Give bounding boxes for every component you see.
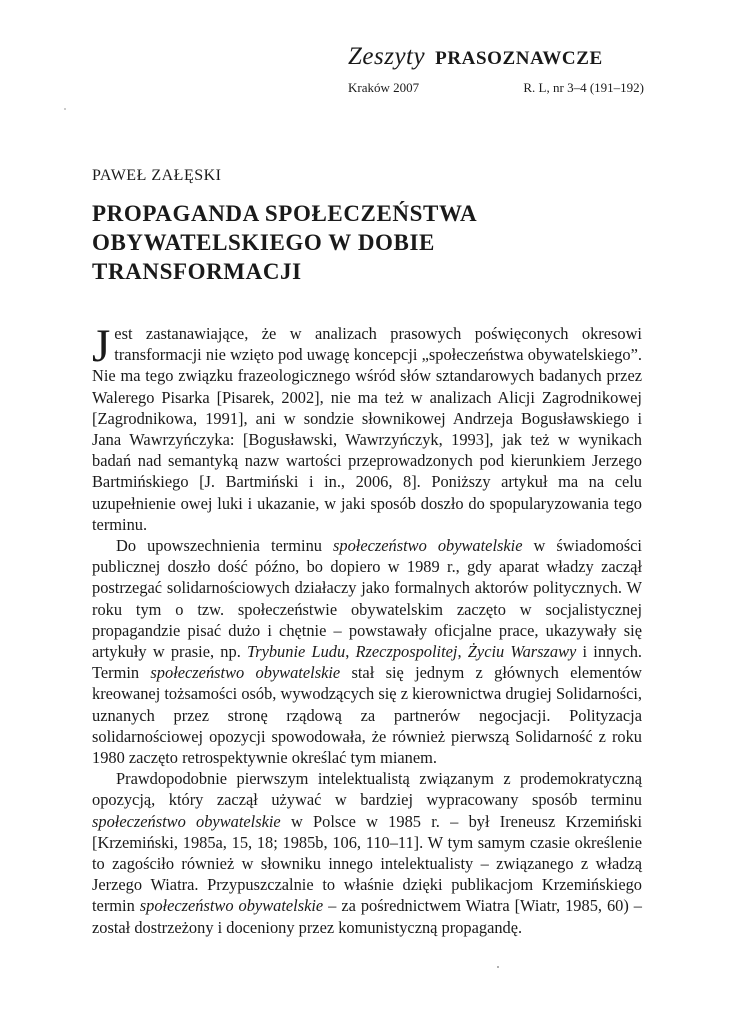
journal-header [348, 42, 644, 96]
paragraph-1-text: est zastanawiające, że w analizach prasowych poświęconych okresowi transformacji nie wzięto pod uwagę koncepcji „społeczeństwa obywatelskiego”. Nie ma tego związku frazeologicznego wśród słów sztandarowych badanych przez Walerego Pisarka [Pisarek, 2002], nie ma też w analizach Alicji Zagrodnikowej [Zagrodnikowa, 1991], ani w sondzie słownikowej Andrzeja Bogusławskiego i Jana Wawrzyńczyka: [Bogusławski, Wawrzyńczyk, 1993], jak też w wynikach badań nad semantyką nazw wartości przeprowadzonych pod kierunkiem Jerzego Bartmińskiego [J. Bartmiński i in., 2006, 8]. Poniższy artykuł ma na celu uzupełnienie owej luki i ukazanie, w jaki sposób doszło do spopularyzowania tego terminu. [92, 324, 642, 534]
italic-term: społeczeństwo obywatelskie [333, 536, 523, 556]
paragraph-3 [92, 768, 642, 938]
text-run: , [345, 642, 356, 662]
scan-speck [497, 966, 499, 968]
text-run: , [457, 642, 468, 662]
text-run: w świadomości publicznej doszło dość późno, bo dopiero w 1989 r., gdy aparat władzy zaczął postrzegać solidarnościowych działaczy jako formalnych aktorów politycznych. W roku tym o tzw. społeczeństwie obywatelskim zaczęto w socjalistycznej propagandzie pisać dużo i chętnie – powstawały oficjalne prace, ukazywały się artykuły w prasie, np. [92, 536, 642, 662]
article-title [92, 199, 642, 286]
paragraph-2 [92, 535, 642, 768]
italic-term: Trybunie Ludu [247, 642, 346, 662]
journal-title-italic: Zeszyty [348, 43, 426, 70]
italic-term: społeczeństwo obywatelskie [150, 663, 341, 683]
journal-meta [348, 80, 644, 96]
journal-title-bold: PRASOZNAWCZE [435, 48, 603, 69]
text-run: stał się jednym z głównych elementów kreowanej tożsamości osób, wywodzących się z kierownictwa drugiej Solidarności, uznanych przez stronę rządową za partnerów negocjacji. Polityzacja solidarnościowej opozycji spowodowała, że również pierwszą Solidarność z roku 1980 zaczęto retrospektywnie określać tym mianem. [92, 663, 643, 768]
title-line: OBYWATELSKIEGO W DOBIE [92, 230, 435, 255]
italic-term: Rzeczpospolitej [355, 642, 458, 662]
title-line: TRANSFORMACJI [92, 259, 302, 284]
text-run: w Polsce w 1985 r. – był Ireneusz Krzemiński [Krzemiński, 1985a, 15, 18; 1985b, 106, 110–11]. W tym samym czasie określenie to zagościło również w słowniku innego intelektualisty – związanego z władzą Jerzego Wiatra. Przypuszczalnie to właśnie dzięki publikacjom Krzemińskiego termin [92, 811, 642, 916]
text-run: – za pośrednictwem Wiatra [Wiatr, 1985, 60) – został dostrzeżony i doceniony przez komunistyczną propagandę. [92, 896, 642, 937]
italic-term: społeczeństwo obywatelskie [92, 811, 281, 831]
text-run: Prawdopodobnie pierwszym intelektualistą związanym z prodemokratyczną opozycją, który zaczął używać w bardziej wypracowany sposób terminu [92, 769, 642, 810]
issue-number: R. L, nr 3–4 (191–192) [523, 80, 644, 95]
article-body [92, 320, 643, 938]
title-line: PROPAGANDA SPOŁECZEŃSTWA [92, 201, 478, 226]
author-name: PAWEŁ ZAŁĘSKI [92, 167, 222, 184]
text-run: i innych. Termin [92, 642, 642, 683]
journal-title [348, 42, 644, 74]
text-run: Do upowszechnienia terminu [116, 536, 333, 556]
place-year: Kraków 2007 [348, 80, 420, 95]
italic-term: Życiu Warszawy [467, 642, 577, 662]
drop-cap: J [92, 320, 111, 372]
italic-term: społeczeństwo obywatelskie [139, 896, 324, 916]
paragraph-1 [92, 320, 642, 535]
scan-speck [64, 108, 66, 110]
